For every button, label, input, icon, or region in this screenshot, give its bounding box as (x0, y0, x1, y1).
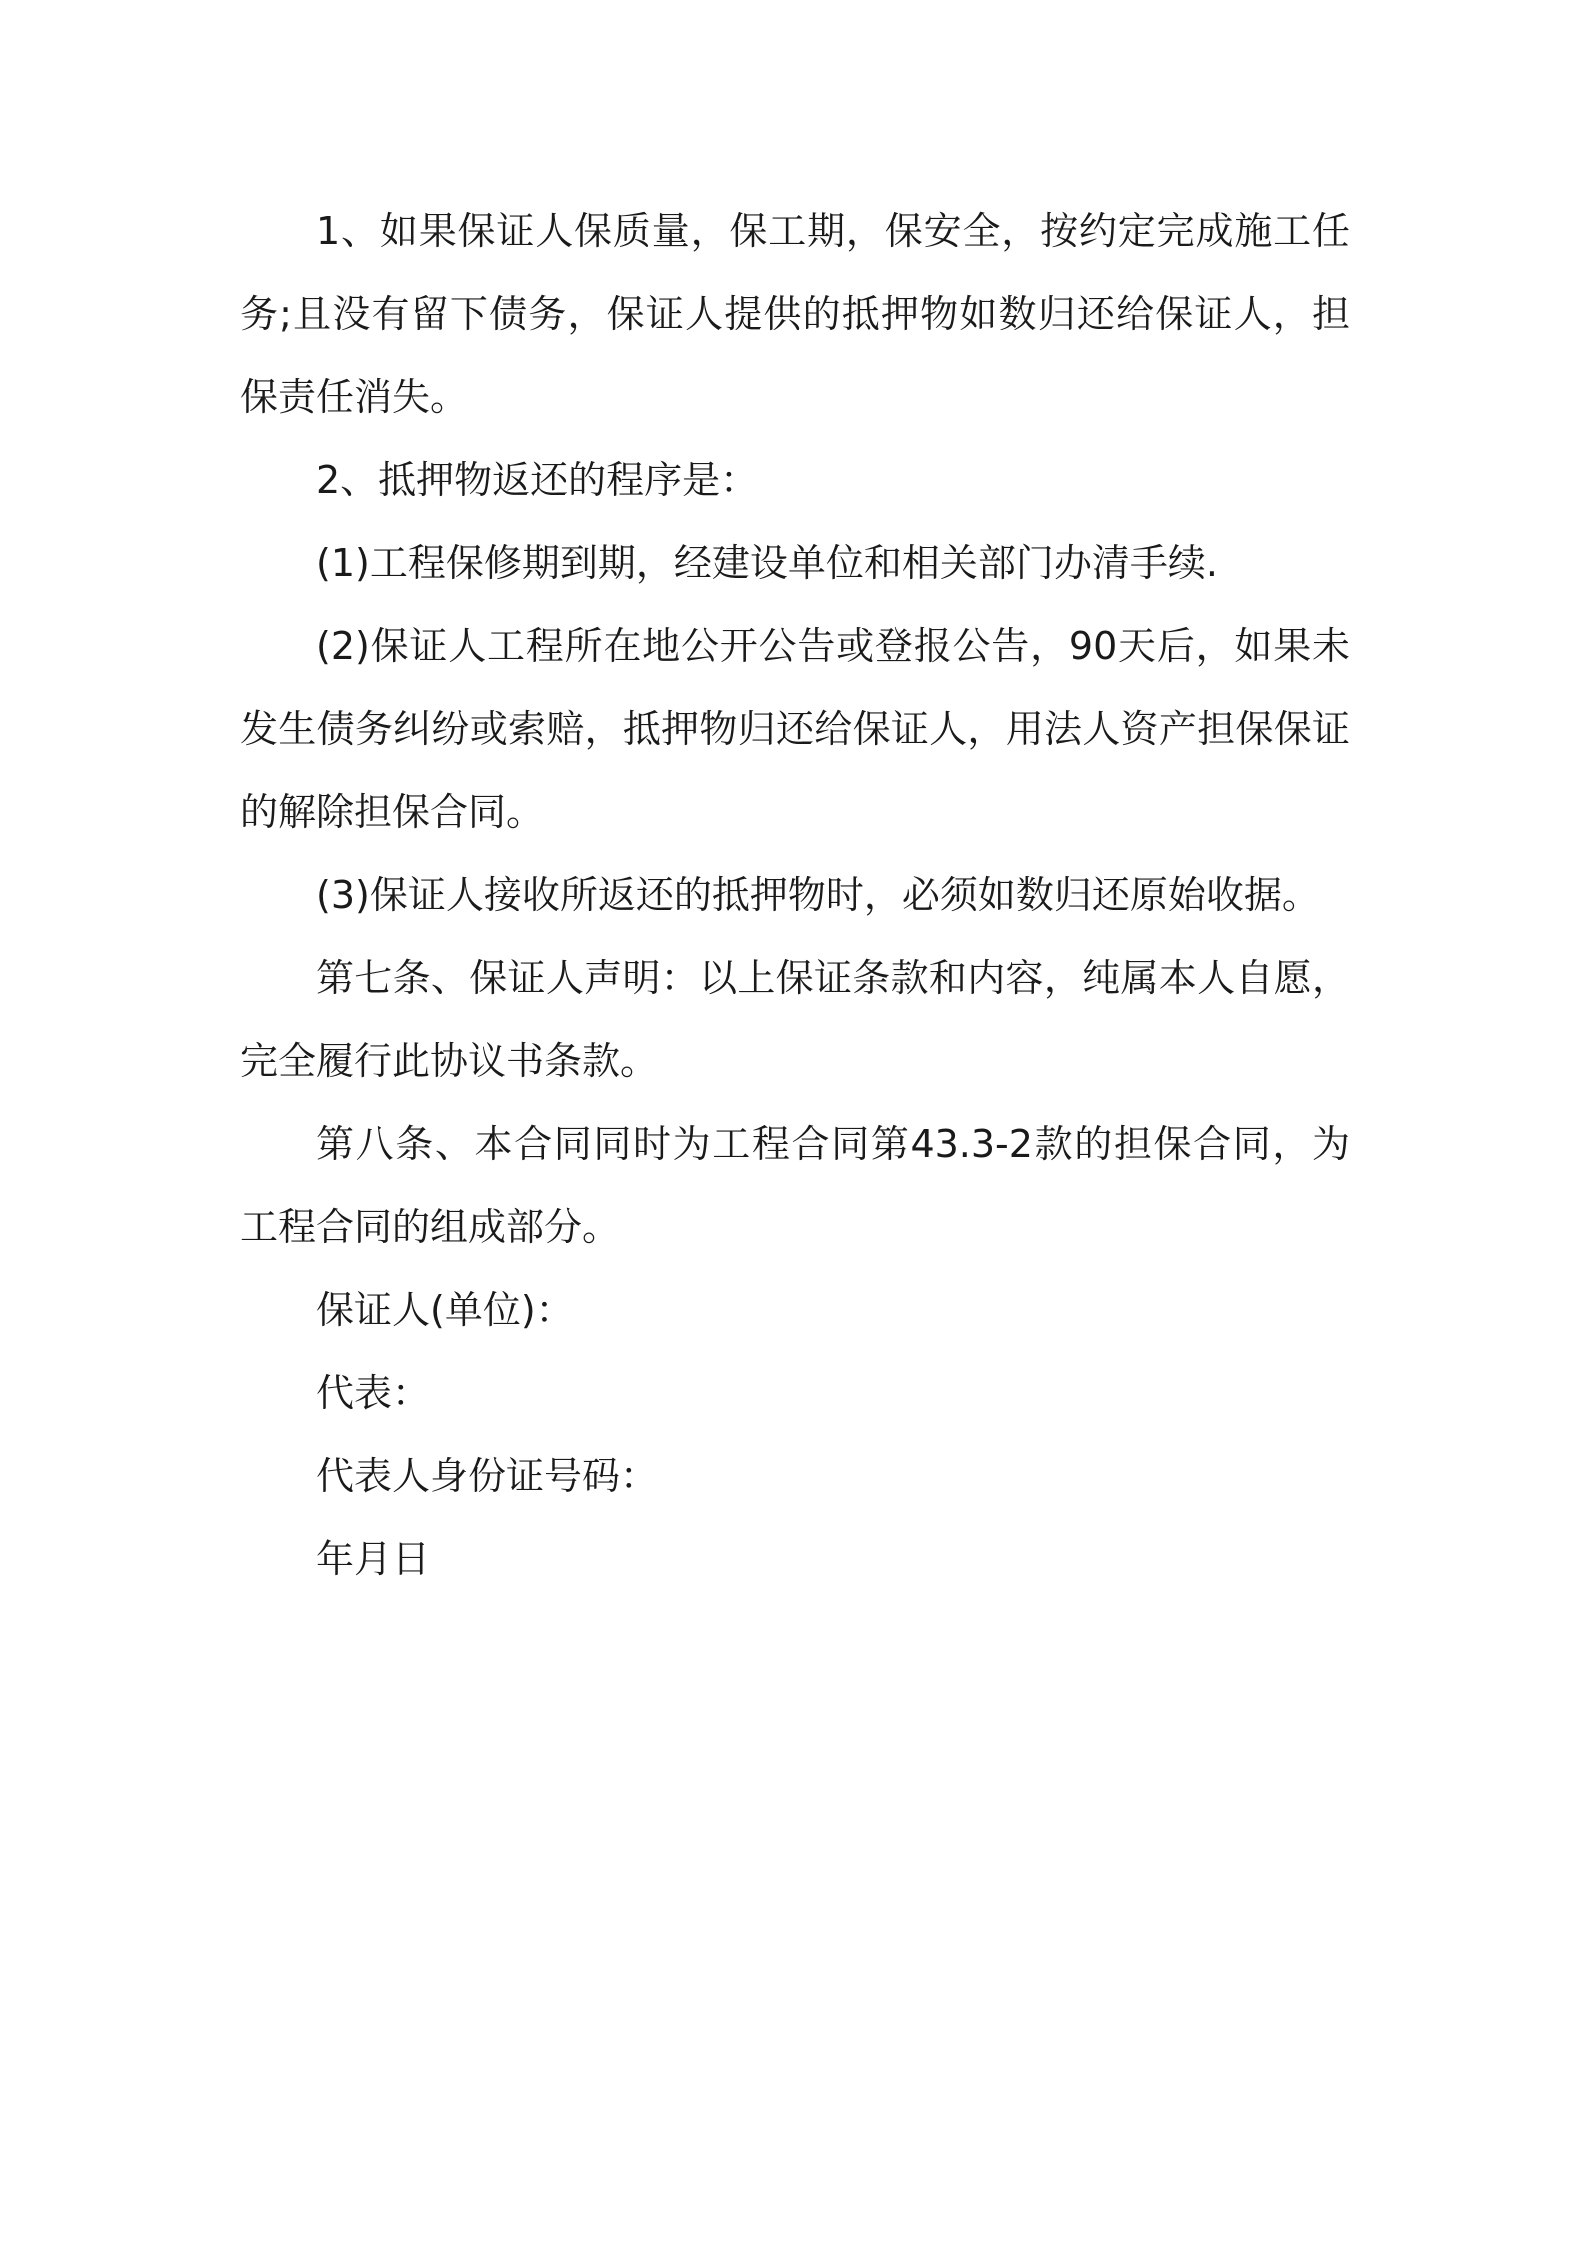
paragraph-article-8: 第八条、本合同同时为工程合同第43.3-2款的担保合同，为工程合同的组成部分。 (240, 1122, 1350, 1249)
paragraph-procedure-step-3: (3)保证人接收所返还的抵押物时，必须如数归还原始收据。 (316, 873, 1320, 917)
paragraph-procedure-step-2: (2)保证人工程所在地公开公告或登报公告，90天后，如果未发生债务纠纷或索赔，抵押物归还给保证人，用法人资产担保保证的解除担保合同。 (240, 624, 1350, 834)
paragraph-release-condition: 1、如果保证人保质量，保工期，保安全，按约定完成施工任务;且没有留下债务，保证人提供的抵押物如数归还给保证人，担保责任消失。 (240, 209, 1350, 419)
paragraph-return-procedure: 2、抵押物返还的程序是： (316, 458, 759, 502)
signature-id-number: 代表人身份证号码： (316, 1454, 659, 1498)
document-body (240, 190, 1350, 1601)
signature-representative: 代表： (316, 1371, 431, 1415)
paragraph-procedure-step-1: (1)工程保修期到期，经建设单位和相关部门办清手续. (316, 541, 1218, 585)
signature-date: 年月日 (316, 1537, 431, 1581)
paragraph-article-7: 第七条、保证人声明：以上保证条款和内容，纯属本人自愿，完全履行此协议书条款。 (240, 956, 1350, 1083)
signature-guarantor-unit: 保证人(单位)： (316, 1288, 574, 1332)
